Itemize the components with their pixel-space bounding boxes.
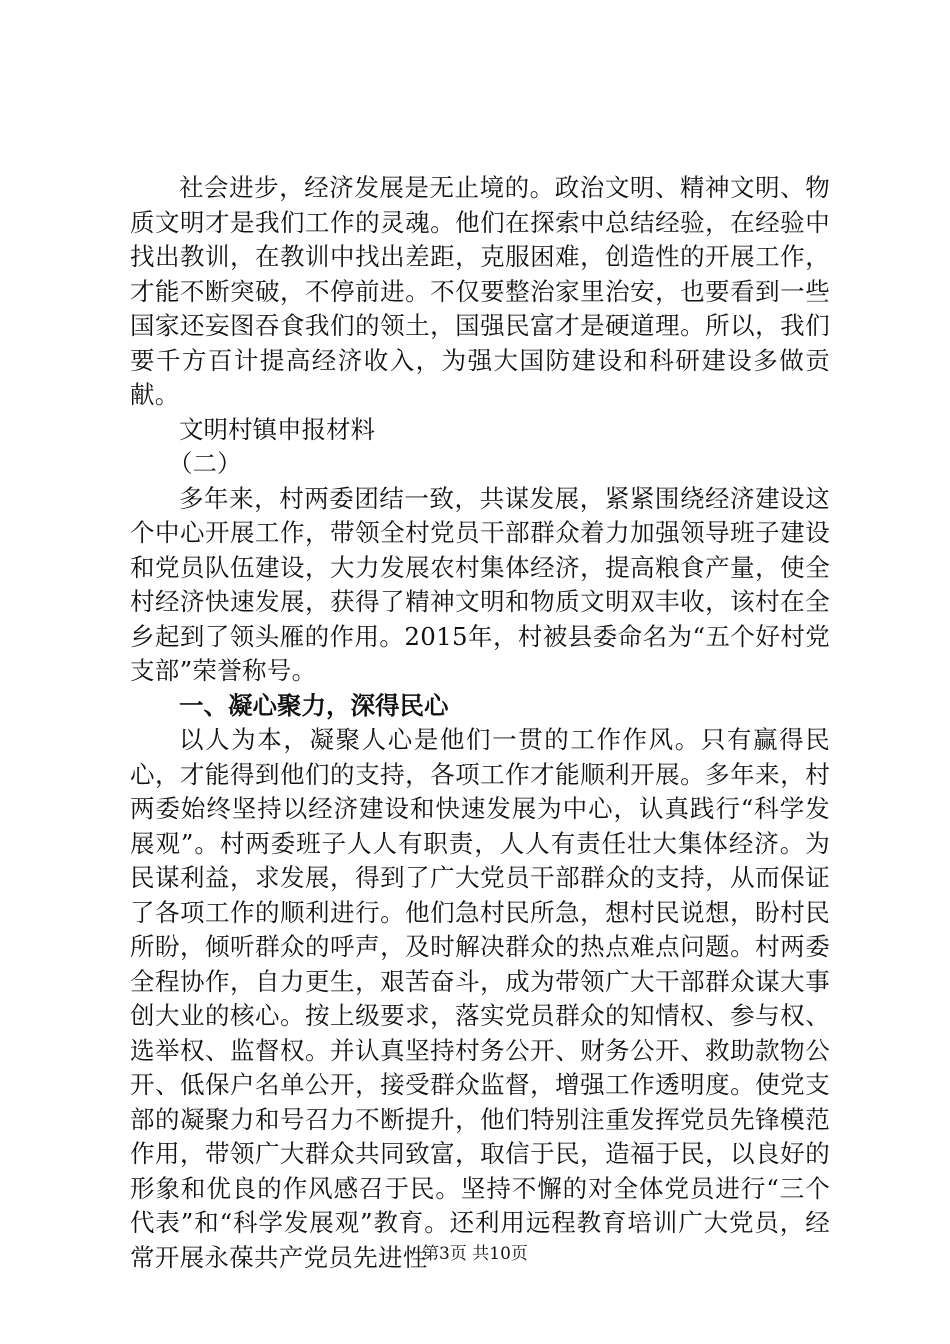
page-number-footer: 第3页 共10页 bbox=[422, 1244, 528, 1264]
section-heading: 一、凝心聚力，深得民心 bbox=[179, 690, 449, 720]
document-body bbox=[130, 171, 830, 1275]
paragraph-section-body: 以人为本，凝聚人心是他们一贯的工作作风。只有赢得民心，才能得到他们的支持，各项工作才能顺利开展。多年来，村两委始终坚持以经济建设和快速发展为中心，认真践行“科学发展观”。村两委班子人人有职责，人人有责任壮大集体经济。为民谋利益，求发展，得到了广大党员干部群众的支持，从而保证了各项工作的顺利进行。他们急村民所急，想村民说想，盼村民所盼，倾听群众的呼声，及时解决群众的热点难点问题。村两委全程协作，自力更生，艰苦奋斗，成为带领广大干部群众谋大事创大业的核心。按上级要求，落实党员群众的知情权、参与权、选举权、监督权。并认真坚持村务公开、财务公开、救助款物公开、低保户名单公开，接受群众监督，增强工作透明度。使党支部的凝聚力和号召力不断提升，他们特别注重发挥党员先锋模范作用，带领广大群众共同致富，取信于民，造福于民，以良好的形象和优良的作风感召于民。坚持不懈的对全体党员进行“三个代表”和“科学发展观”教育。还利用远程教育培训广大党员，经常开展永葆共产党员先进性 bbox=[130, 725, 831, 1272]
document-subtitle: （二） bbox=[168, 449, 242, 478]
paragraph-overview: 多年来，村两委团结一致，共谋发展，紧紧围绕经济建设这个中心开展工作，带领全村党员干部群众着力加强领导班子建设和党员队伍建设，大力发展农村集体经济，提高粮食产量，使全村经济快速发展，获得了精神文明和物质文明双丰收，该村在全乡起到了领头雁的作用。2015年，村被县委命名为“五个好村党支部”荣誉称号。 bbox=[130, 483, 830, 685]
document-title: 文明村镇申报材料 bbox=[179, 414, 375, 444]
paragraph-intro: 社会进步，经济发展是无止境的。政治文明、精神文明、物质文明才是我们工作的灵魂。他们在探索中总结经验，在经验中找出教训，在教训中找出差距，克服困难，创造性的开展工作，才能不断突破，不停前进。不仅要整治家里治安，也要看到一些国家还妄图吞食我们的领土，国强民富才是硬道理。所以，我们要千方百计提高经济收入，为强大国防建设和科研建设多做贡献。 bbox=[130, 173, 830, 409]
